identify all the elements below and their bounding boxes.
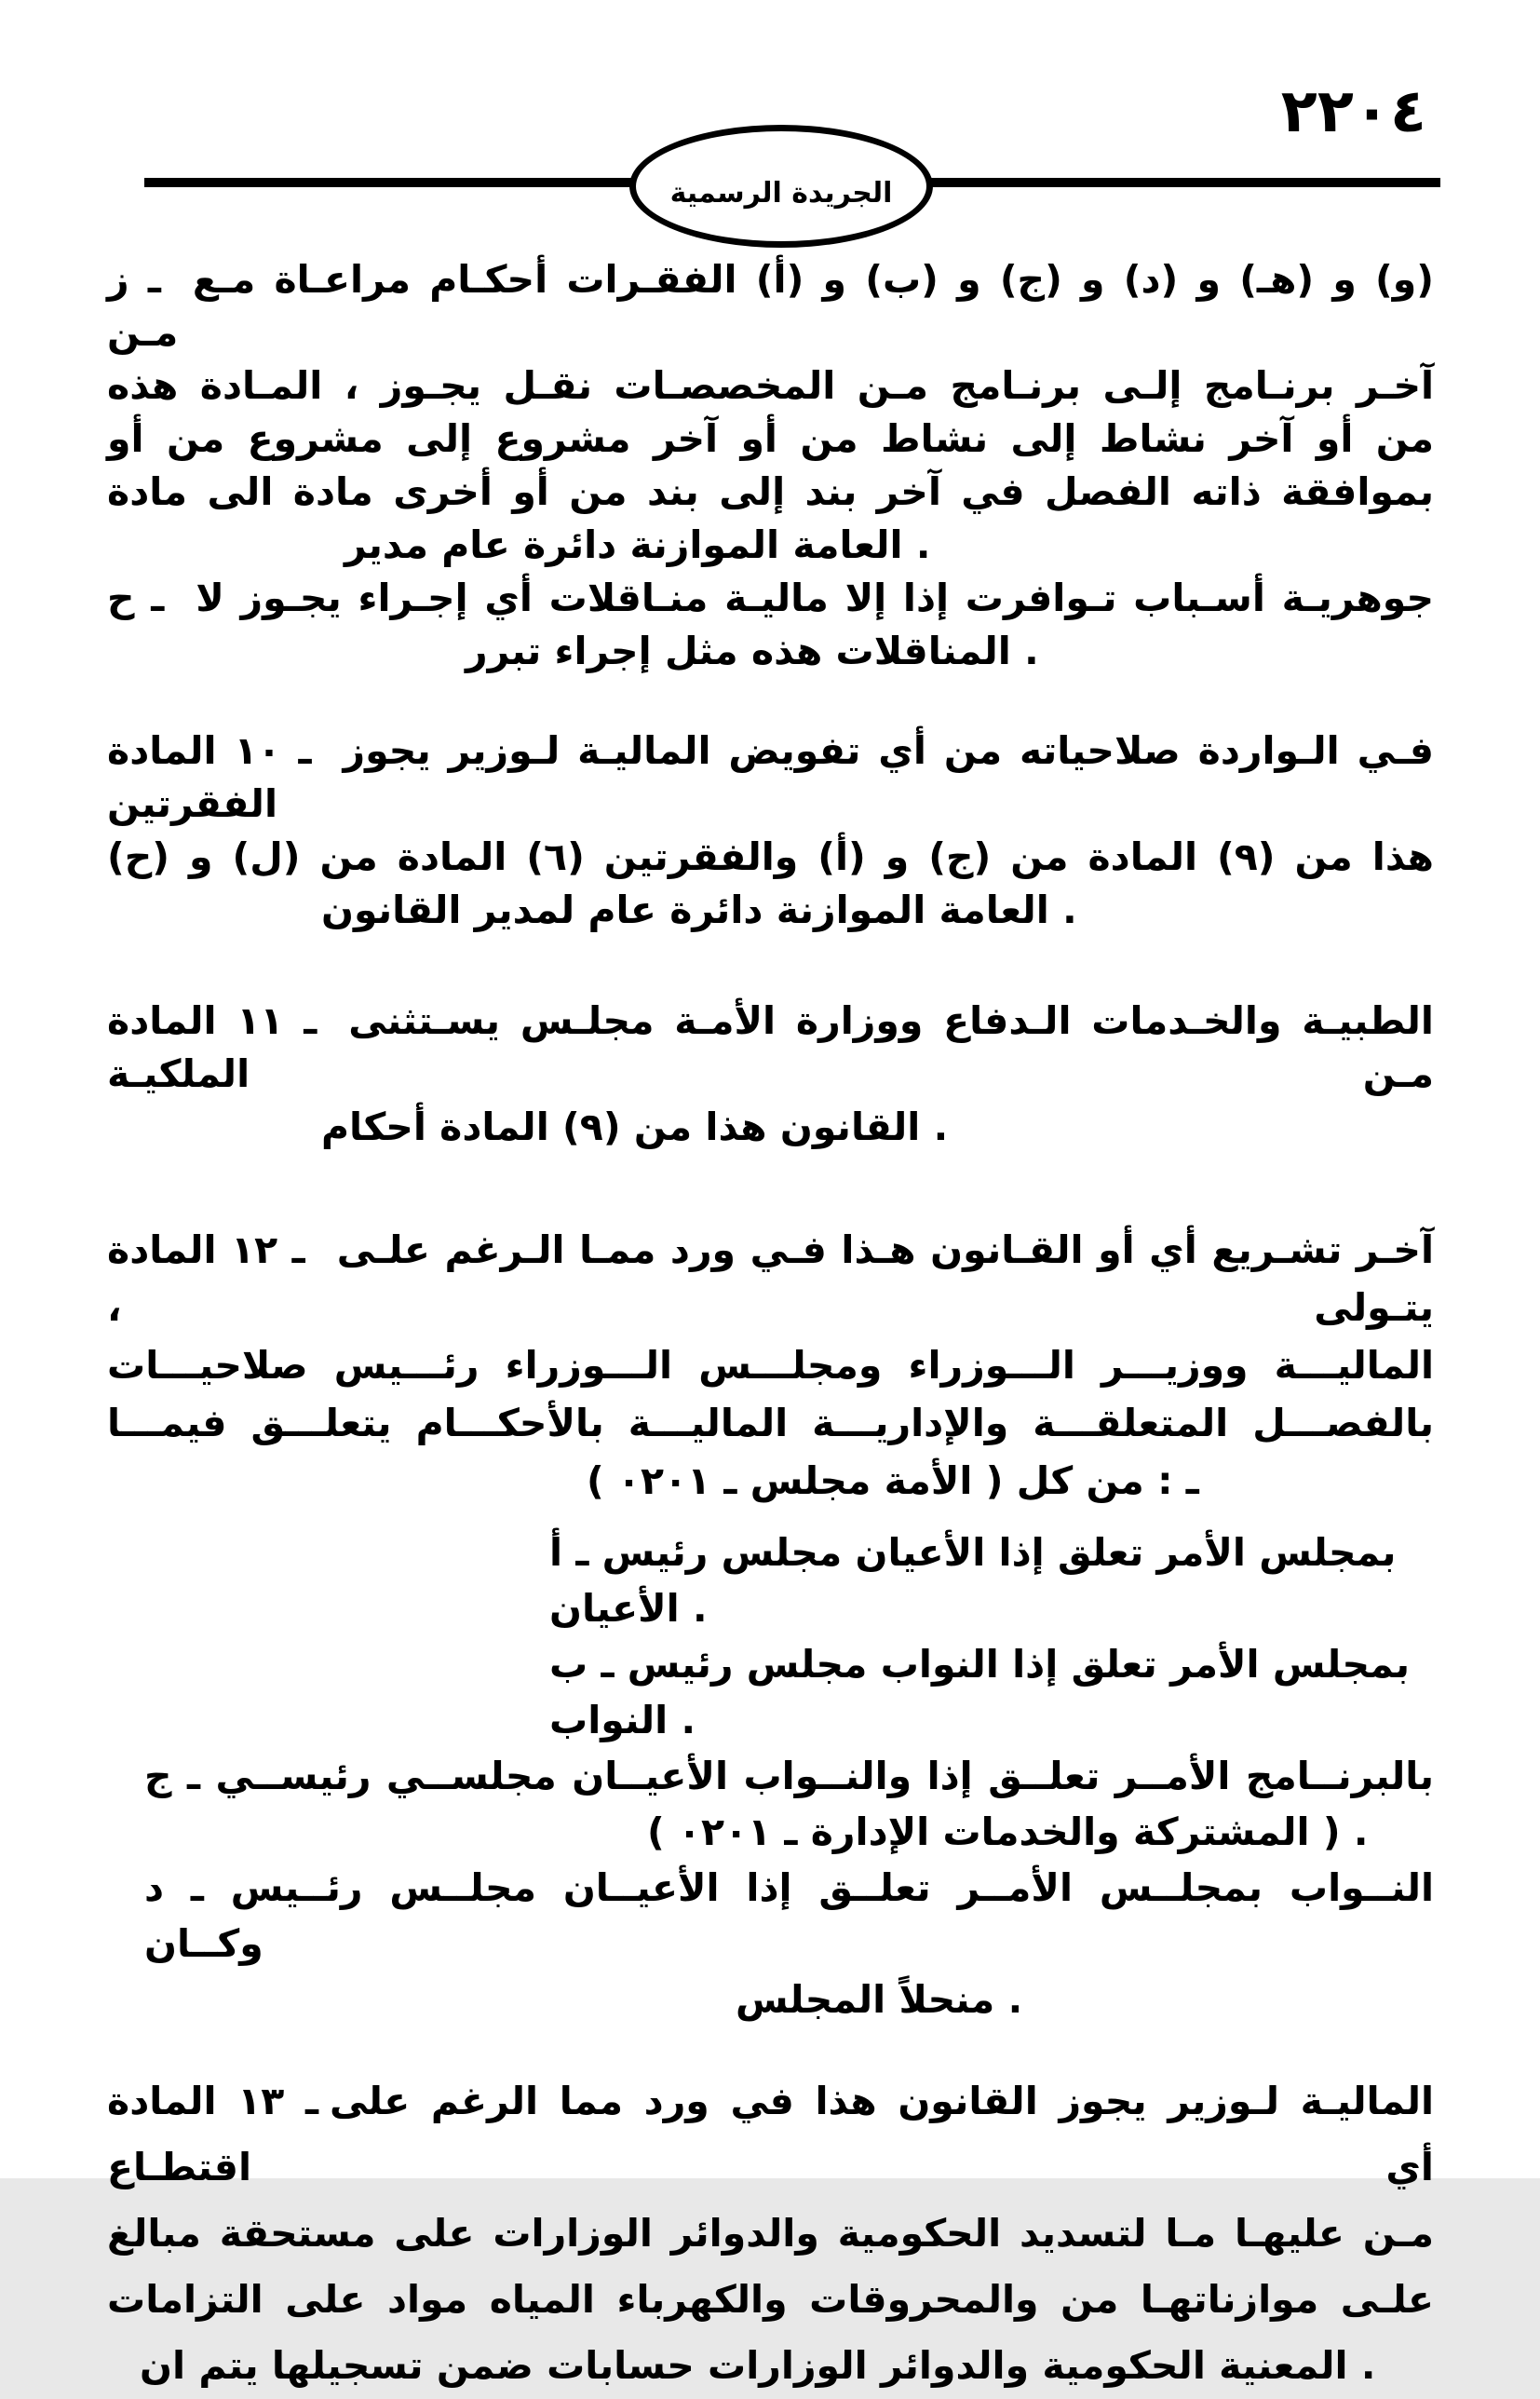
subitem-line bbox=[107, 1525, 1434, 1636]
subitem-line bbox=[107, 1972, 1434, 2027]
law-text: المجلس منحلاً . bbox=[736, 1977, 1023, 2022]
law-text: علـى الـرغم ممـا ورد فـي هـذا القـانون أو أي تشـريع آخـر ، يتـولى bbox=[107, 1227, 1435, 1330]
subitem-line bbox=[107, 1804, 1434, 1860]
law-line bbox=[107, 625, 1434, 678]
law-text: مدير عام دائرة الموازنة العامة . bbox=[344, 522, 931, 567]
law-text: لا يجـوز إجـراء أي منـاقلات ماليـة إلا إذا تـوافرت أسـباب جوهريـة bbox=[196, 576, 1435, 620]
clause-z-marker: ز ـ bbox=[107, 257, 161, 302]
masthead-oval bbox=[629, 125, 933, 248]
law-line bbox=[107, 2068, 1434, 2201]
law-text: فيمـــا يتعلـــق بالأحكـــام الماليـــة والإداريـــة المتعلقـــة بالفصـــل bbox=[107, 1401, 1434, 1445]
law-text: مـع مراعـاة أحكـام الفقـرات (أ) و (ب) و (ج) و (د) و (هـ) و (و) مـن bbox=[107, 257, 1434, 355]
article-10-marker: المادة ١٠ ـ bbox=[107, 728, 312, 773]
law-line bbox=[107, 2201, 1434, 2267]
page-number: ٢٢٠٤ bbox=[1280, 77, 1426, 146]
law-text: أو من مشروع إلى مشروع آخر أو من نشاط إلى نشاط آخر أو من bbox=[107, 416, 1435, 461]
article-10-block bbox=[107, 725, 1434, 937]
law-text: ج ـ رئيســي مجلســي الأعيــان والنــواب إذا تعلــق الأمــر بالبرنــامج bbox=[144, 1754, 1435, 1798]
law-line bbox=[107, 2267, 1434, 2333]
clause-z-block bbox=[107, 253, 1434, 572]
law-text: (ح) و (ل) من المادة (٦) والفقرتين (أ) و (ج) من المادة (٩) من هذا bbox=[107, 834, 1434, 879]
law-line bbox=[107, 1336, 1434, 1394]
law-text: د ـ رئــيس مجلــس الأعيــان إذا تعلــق الأمــر بمجلــس النــواب وكــان bbox=[144, 1865, 1435, 1966]
law-text: ان يتم تسجيلها ضمن حسابات الوزارات والدوائر الحكومية المعنية . bbox=[140, 2343, 1376, 2388]
article-12-block bbox=[107, 1221, 1434, 1510]
page-content bbox=[107, 253, 1434, 2399]
clause-h-marker: ح ـ bbox=[107, 576, 165, 620]
law-line bbox=[107, 2333, 1434, 2399]
law-text: تبرر إجراء مثل هذه المناقلات . bbox=[466, 629, 1039, 673]
law-line bbox=[107, 413, 1434, 466]
law-text: يسـتثنى مجلـس الأمـة ووزارة الـدفاع والخـدمات الطبيـة الملكيـة مـن bbox=[107, 998, 1434, 1096]
law-text: مبالغ مستحقة على الوزارات والدوائر الحكومية لتسديد مـا عليهـا مـن bbox=[107, 2211, 1435, 2256]
law-text: أ ـ رئيس مجلس الأعيان إذا تعلق الأمر بمجلس الأعيان . bbox=[549, 1530, 1397, 1631]
law-line bbox=[107, 995, 1434, 1101]
article-13-block bbox=[107, 2068, 1434, 2399]
law-line bbox=[107, 359, 1434, 413]
law-text: على الرغم مما ورد في هذا القانون يجوز لـوزير الماليـة اقتطـاع أي bbox=[107, 2079, 1435, 2189]
law-line bbox=[107, 884, 1434, 937]
law-text: القانون لمدير عام دائرة الموازنة العامة . bbox=[321, 888, 1077, 932]
law-line bbox=[107, 1101, 1434, 1154]
article-12-marker: المادة ١٢ ـ bbox=[107, 1227, 305, 1272]
subitem-line bbox=[107, 1636, 1434, 1748]
subitem-line bbox=[107, 1748, 1434, 1804]
subitem-line bbox=[107, 1860, 1434, 1972]
article-11-block bbox=[107, 995, 1434, 1154]
gazette-masthead: الجريدة الرسمية bbox=[669, 176, 893, 210]
law-line bbox=[107, 519, 1434, 572]
law-text: ( ٠٢٠١ ـ مجلس الأمة ) كل من : ـ bbox=[587, 1458, 1199, 1503]
law-text: مادة الى مادة أخرى أو من بند إلى بند آخر في الفصل ذاته بموافقة bbox=[107, 469, 1435, 514]
clause-h-block bbox=[107, 572, 1434, 678]
law-text: هذه المـادة ، يجـوز نقـل المخصصـات مـن برنـامج إلـى برنـامج آخـر bbox=[107, 363, 1435, 408]
law-line bbox=[107, 466, 1434, 519]
law-line bbox=[107, 1452, 1434, 1510]
law-text: أحكام المادة (٩) من هذا القانون . bbox=[321, 1105, 949, 1149]
law-line bbox=[107, 831, 1434, 884]
article-12-subitems bbox=[107, 1525, 1434, 2027]
law-line bbox=[107, 725, 1434, 831]
law-text: صلاحيـــات رئـــيس الـــوزراء ومجلـــس الـــوزراء ووزيـــر الماليـــة bbox=[107, 1343, 1435, 1388]
law-line bbox=[107, 572, 1434, 625]
law-line bbox=[107, 1221, 1434, 1336]
law-line bbox=[107, 1394, 1434, 1452]
article-11-marker: المادة ١١ ـ bbox=[107, 998, 317, 1043]
law-text: ب ـ رئيس مجلس النواب إذا تعلق الأمر بمجلس النواب . bbox=[549, 1642, 1410, 1742]
law-text: التزامات على مواد المياه والكهرباء والمحروقات من موازناتهـا علـى bbox=[107, 2277, 1435, 2322]
article-13-marker: المادة ١٣ ـ bbox=[107, 2079, 318, 2123]
law-text: ( ٠٢٠١ ـ الإدارة والخدمات المشتركة ) . bbox=[647, 1809, 1369, 1854]
law-text: يجوز لـوزير الماليـة تفويض أي من صلاحياته الـواردة فـي الفقرتين bbox=[107, 728, 1434, 826]
law-line bbox=[107, 253, 1434, 359]
